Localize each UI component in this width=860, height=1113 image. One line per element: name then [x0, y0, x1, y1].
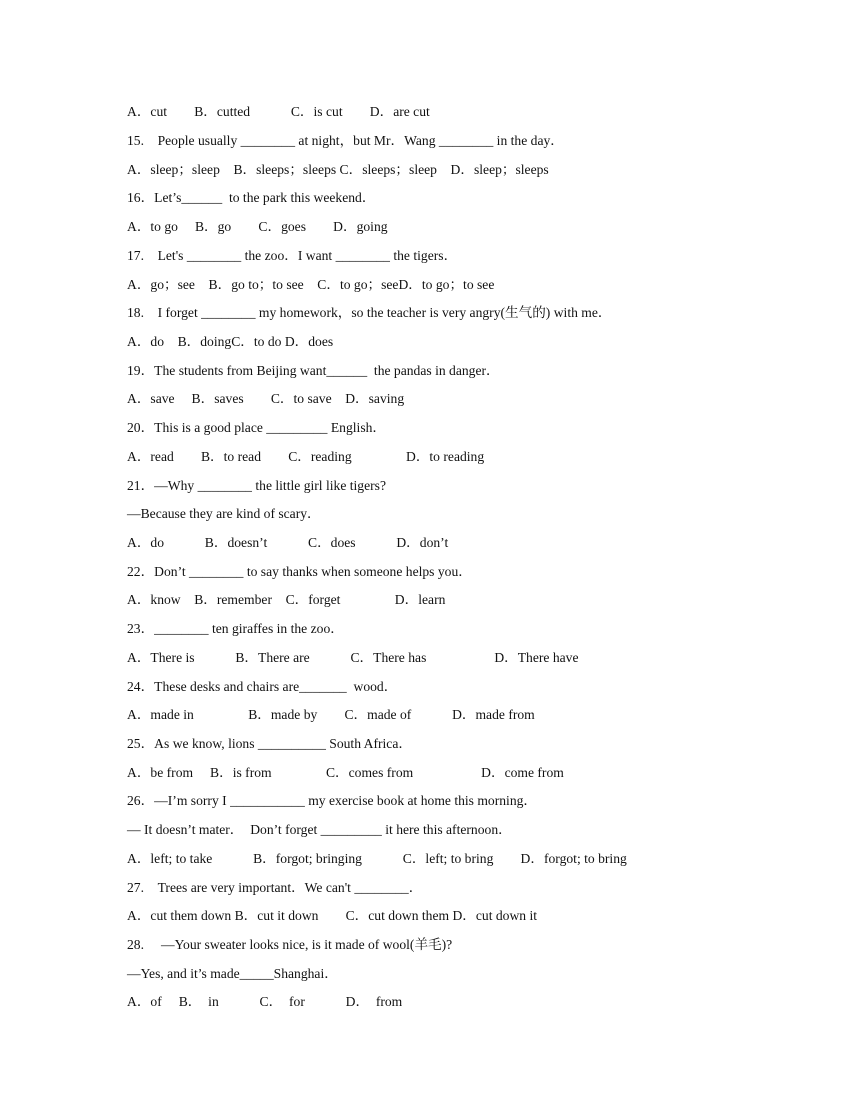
q16-question: 16．Let’s______ to the park this weekend．	[127, 190, 376, 205]
q16-options: A．to go B．go C．goes D．going	[127, 219, 388, 234]
q15-question: 15. People usually ________ at night，but Mr．Wang ________ in the day．	[127, 133, 564, 148]
q26-question: 26．—I’m sorry I ___________ my exercise book at home this morning．	[127, 793, 538, 808]
q20-options: A．read B．to read C．reading D．to reading	[127, 449, 485, 464]
q14-options: A．cut B．cutted C．is cut D．are cut	[127, 104, 430, 119]
q26-reply: — It doesn’t mater． Don’t forget _________ it here this afternoon．	[127, 822, 512, 837]
q26-options: A．left; to take B．forgot; bringing C．left; to bring D．forgot; to bring	[127, 851, 627, 866]
q21-answer-line: —Because they are kind of scary．	[127, 506, 321, 521]
q15-options: A．sleep；sleep B．sleeps；sleeps C．sleeps；sleep D．sleep；sleeps	[127, 162, 549, 177]
q28-options: A．of B． in C． for D． from	[127, 994, 403, 1009]
q17-question: 17. Let's ________ the zoo．I want ________ the tigers．	[127, 248, 458, 263]
q28-question: 28. —Your sweater looks nice, is it made of wool(羊毛)?	[127, 937, 453, 952]
q22-question: 22．Don’t ________ to say thanks when someone helps you．	[127, 564, 472, 579]
q25-options: A．be from B．is from C．comes from D．come from	[127, 765, 564, 780]
q24-options: A．made in B．made by C．made of D．made from	[127, 707, 535, 722]
q21-question: 21．—Why ________ the little girl like tigers?	[127, 478, 386, 493]
q27-options: A．cut them down B．cut it down C．cut down them D．cut down it	[127, 908, 538, 923]
q24-question: 24．These desks and chairs are_______ wood．	[127, 679, 398, 694]
q17-options: A．go；see B．go to；to see C．to go；seeD．to go；to see	[127, 277, 495, 292]
q18-question: 18. I forget ________ my homework，so the teacher is very angry(生气的) with me．	[127, 305, 612, 320]
q22-options: A．know B．remember C．forget D．learn	[127, 592, 446, 607]
q19-options: A．save B．saves C．to save D．saving	[127, 391, 405, 406]
q27-question: 27. Trees are very important．We can't ________．	[127, 880, 423, 895]
q20-question: 20．This is a good place _________ English．	[127, 420, 387, 435]
q23-options: A．There is B．There are C．There has D．There have	[127, 650, 579, 665]
q18-options: A．do B．doingC．to do D．does	[127, 334, 334, 349]
q28-reply: —Yes, and it’s made_____Shanghai．	[127, 966, 338, 981]
q25-question: 25．As we know, lions __________ South Africa．	[127, 736, 412, 751]
q21-options: A．do B．doesn’t C．does D．don’t	[127, 535, 449, 550]
q19-question: 19．The students from Beijing want______ the pandas in danger．	[127, 363, 500, 378]
q23-question: 23．________ ten giraffes in the zoo．	[127, 621, 344, 636]
